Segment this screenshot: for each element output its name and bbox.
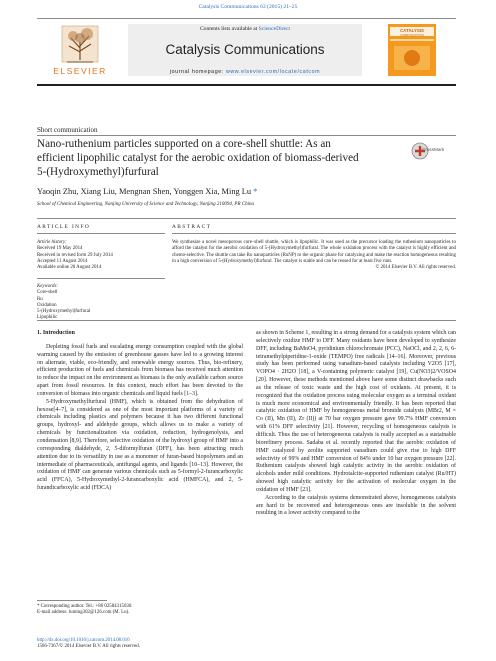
doi-link[interactable]: http://dx.doi.org/10.1016/j.catcom.2014.08.016 [37,638,130,643]
footnotes [37,604,243,617]
article-info-heading: ARTICLE INFO [37,224,91,230]
body-paragraph: 5-Hydroxymethylfurfural (HMF), which is obtained from the dehydration of hexose[4–7], is considered as one of the most important platforms of a variety of chemicals including plastics and polymers because it has two different functional groups, hydroxyl- and aldehyde groups, which allows us to make a variety of chemicals by functionalization via oxidation, reduction, hydrogenolysis, and condensation [8,9]. Therefore, selective oxidation of the hydroxyl group of HMF into a corresponding dialdehyde, 2, 5-diformylfuran (DFF), has been attracting much attention due to its versatility in use as a monomer of furan-based biopolymers and an intermediate of pharmaceuticals, antifungal agents, and ligands [10–13]. However, the oxidation of HMF can generate various chemicals such as 5-formyl-2-furancarboxylic acid (FFCA), 5-Hydroxymethyl-2-furancarboxylic acid (HMFCA), and 2, 5-furandicarboxylic acid (FDCA) [37,398,243,492]
journal-citation-header[interactable]: Catalysis Communications 63 (2015) 21–25 [198,4,298,10]
abstract-body [172,240,456,271]
issn-line: 1566-7367/© 2014 Elsevier B.V. All rights reserved. [37,644,140,650]
keywords-block [37,284,165,322]
keyword-item: Lipophilic [37,315,58,321]
header-divider [37,18,456,19]
cover-subtitle: COMMUNICATIONS [399,34,424,37]
front-matter-divider [37,218,456,219]
history-label: Article history: [37,240,67,245]
abstract-heading: ABSTRACT [172,224,212,230]
body-paragraph: According to the catalysis systems demonstrated above, homogeneous catalysts are hard to be recovered and heterogeneous ones are insoluble in the solvent resulting in a lower activity compared to the [256,494,456,517]
right-column [256,330,456,518]
history-keywords-divider [37,278,165,279]
keyword-item: Core-shell [37,290,58,296]
contents-line: Contents lists available at ScienceDirect [199,26,291,32]
history-accepted: Accepted 11 August 2014 [37,258,88,264]
homepage-link[interactable]: www.elsevier.com/locate/catcom [225,69,321,75]
journal-homepage: journal homepage: www.elsevier.com/locate/catcom [169,69,321,75]
email-note: E-mail address: luming302@126.com (M. Lu). [37,610,130,616]
affiliation: School of Chemical Engineering, Nanjing University of Science and Technology, Nanjing 210094, PR China [37,202,255,207]
keyword-item: Ru [37,296,43,302]
article-history [37,240,165,271]
body-paragraph: Depleting fossil fuels and escalating energy consumption coupled with the global warming caused by the emission of greenhouse gasses have led to a growing interest on alternate, viable, eco-friendly, and renewable energy sources. Thus, bio-refinery, efficient production of fuels and chemicals from biomass has received much attention to reduce the impact on the environment as biomass is the only available carbon source apart from fossil resources. In this context, much effort has been devoted to the conversion of biomass into organic chemicals and liquid fuels [1–3]. [37,343,243,397]
author-list: Yaoqin Zhu, Xiang Liu, Mengnan Shen, Yonggen Xia, Ming Lu * [37,187,258,196]
abstract-copyright: © 2014 Elsevier B.V. All rights reserved. [375,265,456,271]
corresponding-author-note: * Corresponding author. Tel.: +86 02584315030. [37,604,133,609]
journal-title: Catalysis Communications [165,42,325,57]
header-bottom-rule [37,84,456,86]
crossmark-label: CrossMark [422,147,445,152]
keyword-item: Oxidation [37,302,57,308]
left-column [37,330,243,493]
body-divider [37,320,456,321]
body-paragraph: as shown in Scheme 1, resulting in a strong demand for a catalysis system which can selectively oxidize HMF to DFF. Many oxidants have been developed to synthesize DFF, including BaMnO4, pyridinium chlorochromate (PCC), NaOCl, and 2, 2, 6, 6-tetramethylpiperidine-1-oxide (TEMPO) free radicals [14–16]. Moreover, previous study has been performed using vanadium-based catalysts including V2O5 [17], VOPO4 · 2H2O [18], a V-containing polymeric catalyst [19], Cu(NO3)2/VOSO4 [20]. However, these methods mentioned above have some distinct drawbacks such as the release of toxic waste and the high cost of oxidants. At present, it is recognized that the oxidation process using molecular oxygen as a terminal oxidant is much more economical and environmentally friendly. It has been reported that catalytic oxidation of HMF by homogeneous metal bromide catalysts (MBr2, M = Co (II), Mn (II), Zr (II)) at 70 bar oxygen pressure gave 99.7% HMF conversion with 61% DFF selectivity [21]. However, recycling of homogeneous catalysts is difficult. Thus the use of heterogeneous catalysts is really accepted as a sustainable biorefinery process. Sadaba et al. recently reported that the aerobic oxidation of HMF catalyzed by zeolite supported vanadium could give rise to high DFF selectivity of 99% and HMF conversion of 84% under 10 bar oxygen pressure [22]. Ruthenium catalysts showed high catalytic activity in the aerobic oxidation of alcohols under mild conditions. Hydrotalcite-supported ruthenium catalyst (Ru/HT) showed high catalytic activity for the activation of molecular oxygen in the oxidation of HMF [23]. [256,330,456,493]
section-heading-introduction: 1. Introduction [37,330,75,336]
history-received: Received 19 May 2014 [37,246,83,252]
keywords-label: Keywords: [37,284,59,289]
history-online: Available online 20 August 2014 [37,265,102,271]
title-divider [37,135,456,136]
page-footer [37,638,243,651]
article-info-rule [37,233,165,234]
sciencedirect-link[interactable]: ScienceDirect [258,26,291,32]
publisher-name: ELSEVIER [53,66,107,76]
history-revised: Received in revised form 29 July 2014 [37,252,113,258]
cover-title: CATALYSIS [400,28,424,33]
corresponding-author-mark[interactable]: * [253,187,258,196]
article-title: Nano-ruthenium particles supported on a core-shell shuttle: As an efficient lipophilic catalyst for the aerobic oxidation of biomass-derived 5-(Hydroxymethyl)furfural [37,138,359,178]
abstract-text: We synthesize a novel mesoporous core–shell shuttle, which is lipophilic. It was used as the precursor loading the ruthenium nanoparticles to afford the catalyst for the aerobic oxidation of 5-(Hydroxymethyl)furfural. The whole oxidation process with the catalyst is highly efficient and chemo-selective. The shuttle can take Ru nanoparticles (RuNP) to the organic phase for catalyzing and make the reaction homogeneous resulting in a high conversion of 5-(Hydroxymethyl)furfural. The catalyst is stable and can be reused for at least five runs. [172,240,456,264]
abstract-rule [172,233,456,234]
keyword-item: 5-(Hydroxymethyl)furfural [37,309,91,315]
footnote-rule [37,600,107,601]
article-type: Short communication [37,126,98,134]
